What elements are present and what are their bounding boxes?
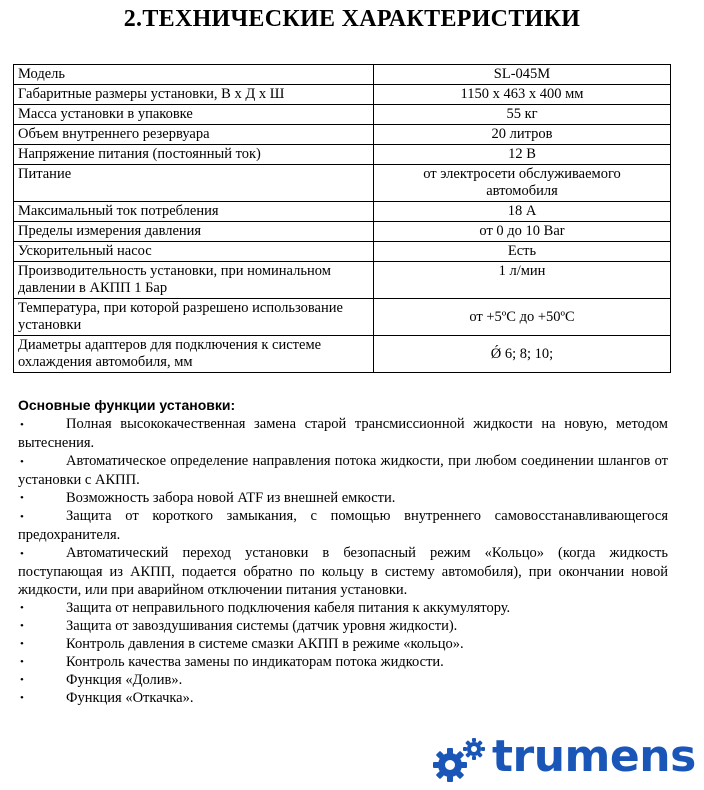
bullet-icon: • [20, 419, 24, 431]
spec-value: 12 В [374, 145, 671, 165]
function-text: Автоматический переход установки в безопасный режим «Кольцо» (когда жидкость поступающая из АКПП, подается обратно по кольцу в систему автомобиля), при окончании новой жидкости, или при аварийном отключении питания установки. [18, 545, 668, 598]
list-item [18, 415, 668, 452]
page-title: 2.ТЕХНИЧЕСКИЕ ХАРАКТЕРИСТИКИ [123, 6, 581, 32]
list-item [18, 489, 668, 507]
list-item [18, 617, 668, 635]
table-row [14, 85, 671, 105]
bullet-icon: • [20, 548, 24, 560]
spec-value: от электросети обслуживаемого автомобиля [374, 165, 671, 202]
spec-param: Температура, при которой разрешено использование установки [14, 299, 374, 336]
spec-value: Есть [374, 242, 671, 262]
spec-param: Максимальный ток потребления [14, 202, 374, 222]
spec-value: 18 А [374, 202, 671, 222]
table-row [14, 202, 671, 222]
bullet-icon: • [20, 620, 24, 632]
function-text: Защита от короткого замыкания, с помощью внутреннего самовосстанавливающегося предохранителя. [18, 508, 668, 543]
function-text: Защита от неправильного подключения кабеля питания к аккумулятору. [66, 600, 511, 616]
functions-title: Основные функции установки: [18, 397, 236, 413]
bullet-icon: • [20, 692, 24, 704]
function-text: Защита от завоздушивания системы (датчик уровня жидкости). [66, 618, 458, 634]
spec-value: 1 л/мин [374, 262, 671, 299]
list-item [18, 671, 668, 689]
spec-param: Производительность установки, при номинальном давлении в АКПП 1 Бар [14, 262, 374, 299]
brand-logo [432, 731, 696, 785]
gears-icon [432, 737, 490, 785]
bullet-icon: • [20, 656, 24, 668]
spec-value: SL-045M [374, 65, 671, 85]
bullet-icon: • [20, 674, 24, 686]
bullet-icon: • [20, 492, 24, 504]
list-item [18, 452, 668, 489]
table-row [14, 242, 671, 262]
spec-value: 20 литров [374, 125, 671, 145]
spec-table [13, 64, 671, 373]
function-text: Функция «Долив». [66, 672, 183, 688]
function-text: Возможность забора новой ATF из внешней емкости. [66, 490, 396, 506]
bullet-icon: • [20, 638, 24, 650]
table-row [14, 105, 671, 125]
spec-value: 55 кг [374, 105, 671, 125]
spec-param: Пределы измерения давления [14, 222, 374, 242]
table-row [14, 145, 671, 165]
table-row [14, 262, 671, 299]
function-text: Контроль качества замены по индикаторам потока жидкости. [66, 654, 444, 670]
spec-param: Диаметры адаптеров для подключения к системе охлаждения автомобиля, мм [14, 336, 374, 373]
table-row [14, 125, 671, 145]
spec-param: Питание [14, 165, 374, 202]
table-row [14, 299, 671, 336]
function-text: Контроль давления в системе смазки АКПП в режиме «кольцо». [66, 636, 464, 652]
table-row [14, 65, 671, 85]
spec-param: Модель [14, 65, 374, 85]
spec-value: 1150 х 463 х 400 мм [374, 85, 671, 105]
spec-value: Ǿ 6; 8; 10; [374, 336, 671, 373]
brand-logo-text: trumens [492, 731, 696, 782]
list-item [18, 653, 668, 671]
table-row [14, 165, 671, 202]
table-row [14, 222, 671, 242]
table-row [14, 336, 671, 373]
bullet-icon: • [20, 602, 24, 614]
spec-value: от +5ºC до +50ºC [374, 299, 671, 336]
list-item [18, 507, 668, 544]
function-text: Функция «Откачка». [66, 690, 194, 706]
list-item [18, 544, 668, 599]
list-item [18, 635, 668, 653]
function-text: Полная высококачественная замена старой трансмиссионной жидкости на новую, методом вытеснения. [18, 416, 668, 451]
functions-section [18, 396, 668, 707]
spec-param: Габаритные размеры установки, В х Д х Ш [14, 85, 374, 105]
list-item [18, 689, 668, 707]
spec-param: Ускорительный насос [14, 242, 374, 262]
spec-value: от 0 до 10 Bar [374, 222, 671, 242]
spec-param: Объем внутреннего резервуара [14, 125, 374, 145]
spec-param: Масса установки в упаковке [14, 105, 374, 125]
bullet-icon: • [20, 456, 24, 468]
function-text: Автоматическое определение направления потока жидкости, при любом соединении шлангов от установки с АКПП. [18, 453, 668, 488]
spec-param: Напряжение питания (постоянный ток) [14, 145, 374, 165]
list-item [18, 599, 668, 617]
bullet-icon: • [20, 511, 24, 523]
